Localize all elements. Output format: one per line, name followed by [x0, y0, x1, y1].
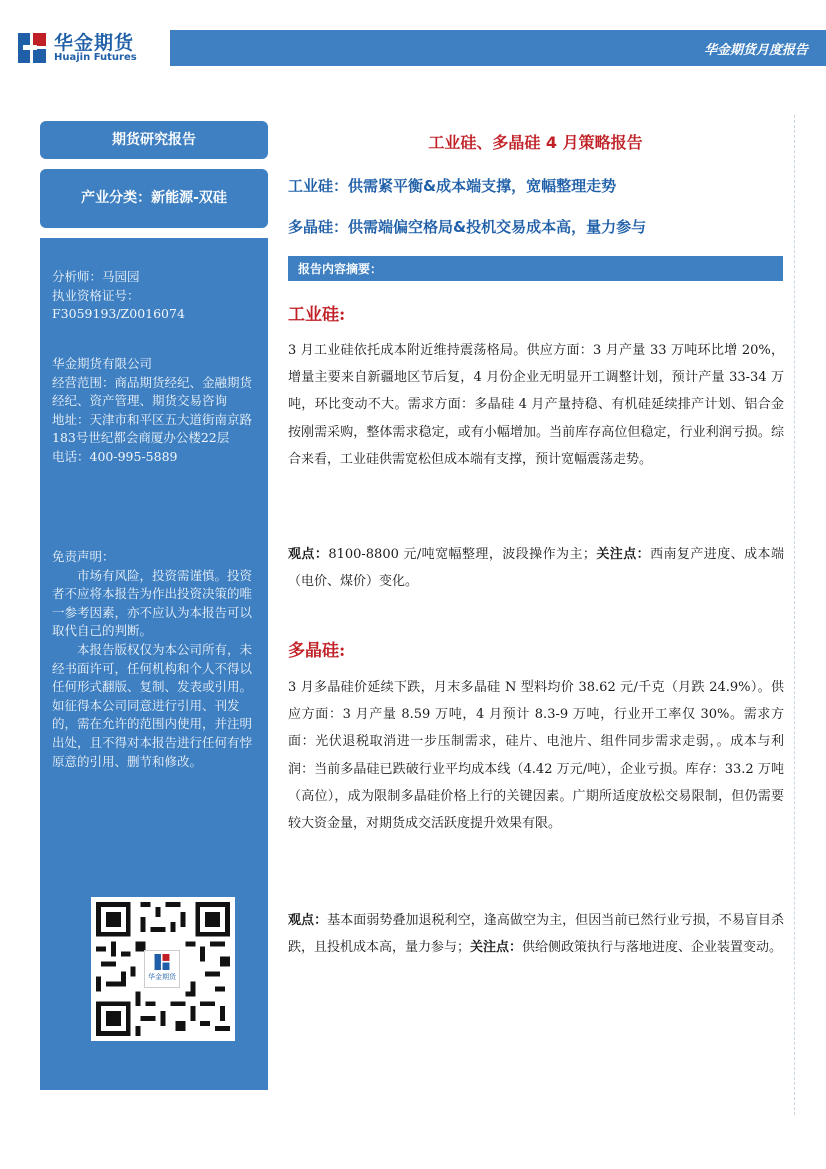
license-label: 执业资格证号：: [52, 287, 140, 303]
focus-label: 关注点：: [470, 940, 523, 956]
view-text: 8100-8800 元/吨宽幅整理，波段操作为主；: [328, 547, 596, 562]
company-info: [52, 355, 257, 467]
subtitle-polysilicon: 多晶硅：供需端偏空格局&投机交易成本高，量力参与: [288, 218, 647, 236]
logo-name-cn: 华金期货: [54, 32, 135, 54]
section-body-polysilicon: [288, 674, 784, 837]
disclaimer-title: 免责声明：: [52, 549, 115, 564]
company-phone: 电话：400-995-5889: [52, 448, 178, 464]
focus-text: 供给侧政策执行与落地进度、企业装置变动。: [522, 940, 783, 956]
column-divider: [794, 115, 795, 1115]
body-text: 3 月多晶硅价延续下跌，月末多晶硅 N 型料均价 38.62 元/千克（月跌 24.9%）。供应方面：3 月产量 8.59 万吨，4 月预计 8.3-9 万吨，行业开工率仅 30%。需求方面：光伏退税取消进一步压制需求，硅片、电池片、组件同步需求走弱，。成本与利润：当前多晶硅已跌破行业平均成本线（4.42 万元/吨），企业亏损。库存：33.2 万吨（高位），成为限制多晶硅价格上行的关键因素。广期所适度放松交易限制，但仍需要较大资金量，对期货成交活跃度提升效果有限。: [288, 680, 784, 832]
disclaimer-copyright: 本报告版权仅为本公司所有，未经书面许可，任何机构和个人不得以任何形式翻版、复制、发表或引用。如征得本公司同意进行引用、刊发的，需在允许的范围内使用，并注明出处，且不得对本报告进行任何有悖原意的引用、删节和修改。: [52, 641, 253, 769]
section-heading-industrial-silicon: 工业硅:: [288, 305, 346, 325]
focus-text: 西南复产进度、成本端（电价、煤价）变化。: [288, 547, 784, 590]
disclaimer: [52, 548, 257, 771]
report-type: 华金期货月度报告: [703, 43, 808, 58]
company-name: 华金期货有限公司: [52, 356, 153, 371]
qr-center-logo: [144, 950, 180, 988]
sidebar-category: 产业分类：新能源-双硅: [40, 169, 268, 228]
report-title: 工业硅、多晶硅 4 月策略报告: [428, 133, 643, 152]
qr-label: 华金期货: [148, 973, 176, 981]
view-text: 基本面弱势叠加退税利空，逢高做空为主，但因当前已然行业亏损，不易盲目杀跌，且投机成本高，量力参与；: [288, 913, 784, 956]
company-logo-icon: [18, 33, 46, 63]
summary-label: 报告内容摘要：: [298, 262, 383, 276]
disclaimer-risk: 市场有风险，投资需谨慎。投资者不应将本报告为作出投资决策的唯一参考因素，亦不应认为本报告可以取代自己的判断。: [52, 567, 253, 639]
analyst-info: [52, 268, 257, 324]
view-polysilicon: [288, 907, 784, 961]
sidebar-report-title: 期货研究报告: [40, 121, 268, 159]
company-address: 地址：天津市和平区五大道街南京路183号世纪都会商厦办公楼22层: [52, 411, 253, 446]
qr-logo-icon: [154, 954, 170, 970]
logo-name-en: Huajin Futures: [54, 52, 137, 63]
analyst-name: 分析师：马园园: [52, 269, 140, 284]
body-text: 3 月工业硅依托成本附近维持震荡格局。供应方面：3 月产量 33 万吨环比增 20%，增量主要来自新疆地区节后复，4 月份企业无明显开工调整计划，预计产量 33-34 万吨，环比变动不大。需求方面：多晶硅 4 月产量持稳、有机硅延续排产计划、铝合金按刚需采购，整体需求稳定，或有小幅增加。当前库存高位但稳定，行业利润亏损。综合来看，工业硅供需宽松但成本端有支撑，预计宽幅震荡走势。: [288, 343, 784, 467]
subtitle-industrial-silicon: 工业硅：供需紧平衡&成本端支撑，宽幅整理走势: [288, 177, 617, 195]
view-industrial-silicon: [288, 541, 784, 595]
section-body-industrial-silicon: [288, 337, 784, 473]
license-number: F3059193/Z0016074: [52, 306, 185, 322]
view-label: 观点：: [288, 913, 328, 928]
view-label: 观点：: [288, 547, 329, 562]
focus-label: 关注点：: [595, 547, 651, 562]
business-scope: 经营范围：商品期货经纪、金融期货经纪、资产管理、期货交易咨询: [52, 374, 253, 409]
section-heading-polysilicon: 多晶硅:: [288, 641, 346, 661]
